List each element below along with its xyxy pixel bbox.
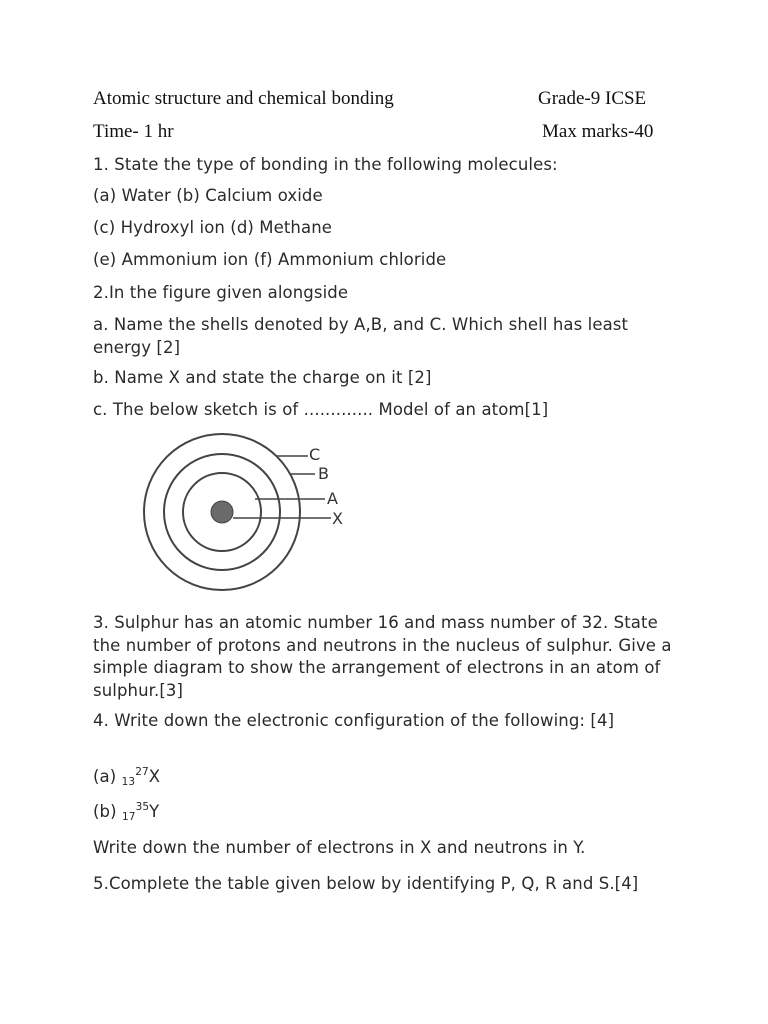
atom-model-diagram <box>135 432 375 592</box>
shell-label-a: A <box>327 489 338 508</box>
atomic-number-x: 13 <box>121 776 136 788</box>
question-4b <box>93 801 159 823</box>
max-marks-label: Max marks-40 <box>542 121 654 142</box>
question-1: 1. State the type of bonding in the following molecules: <box>93 155 558 174</box>
question-4a-prefix: (a) <box>93 767 122 786</box>
time-label: Time- 1 hr <box>93 121 174 142</box>
question-1-options-cd: (c) Hydroxyl ion (d) Methane <box>93 218 333 237</box>
question-1-options-ab: (a) Water (b) Calcium oxide <box>93 186 323 205</box>
grade-label: Grade-9 ICSE <box>538 88 647 109</box>
nucleus-label-x: X <box>332 509 343 528</box>
question-2b: b. Name X and state the charge on it [2] <box>93 368 432 387</box>
question-4: 4. Write down the electronic configuration of the following: [4] <box>93 711 615 730</box>
element-symbol-y: Y <box>149 802 160 821</box>
worksheet-title: Atomic structure and chemical bonding <box>93 88 394 109</box>
question-4b-prefix: (b) <box>93 802 122 821</box>
atomic-number-y: 17 <box>122 811 136 823</box>
shell-label-b: B <box>318 464 329 483</box>
mass-number-x: 27 <box>135 766 149 778</box>
question-5: 5.Complete the table given below by identifying P, Q, R and S.[4] <box>93 874 639 893</box>
mass-number-y: 35 <box>135 801 150 813</box>
shell-label-c: C <box>309 445 321 464</box>
atom-model-figure <box>135 432 375 592</box>
question-1-options-ef: (e) Ammonium ion (f) Ammonium chloride <box>93 250 447 269</box>
question-2: 2.In the figure given alongside <box>93 283 349 302</box>
question-3: 3. Sulphur has an atomic number 16 and mass number of 32. State the number of protons and neutrons in the nucleus of sulphur. Give a simple diagram to show the arrangement of electrons in an atom of sulphur.[3] <box>93 613 672 700</box>
question-2a: a. Name the shells denoted by A,B, and C. Which shell has least energy [2] <box>93 315 629 357</box>
question-4-follow-up: Write down the number of electrons in X and neutrons in Y. <box>93 838 586 857</box>
nucleus <box>211 501 233 523</box>
question-4a <box>93 766 160 788</box>
element-symbol-x: X <box>148 767 161 786</box>
question-2c: c. The below sketch is of ............. Model of an atom[1] <box>93 400 549 419</box>
